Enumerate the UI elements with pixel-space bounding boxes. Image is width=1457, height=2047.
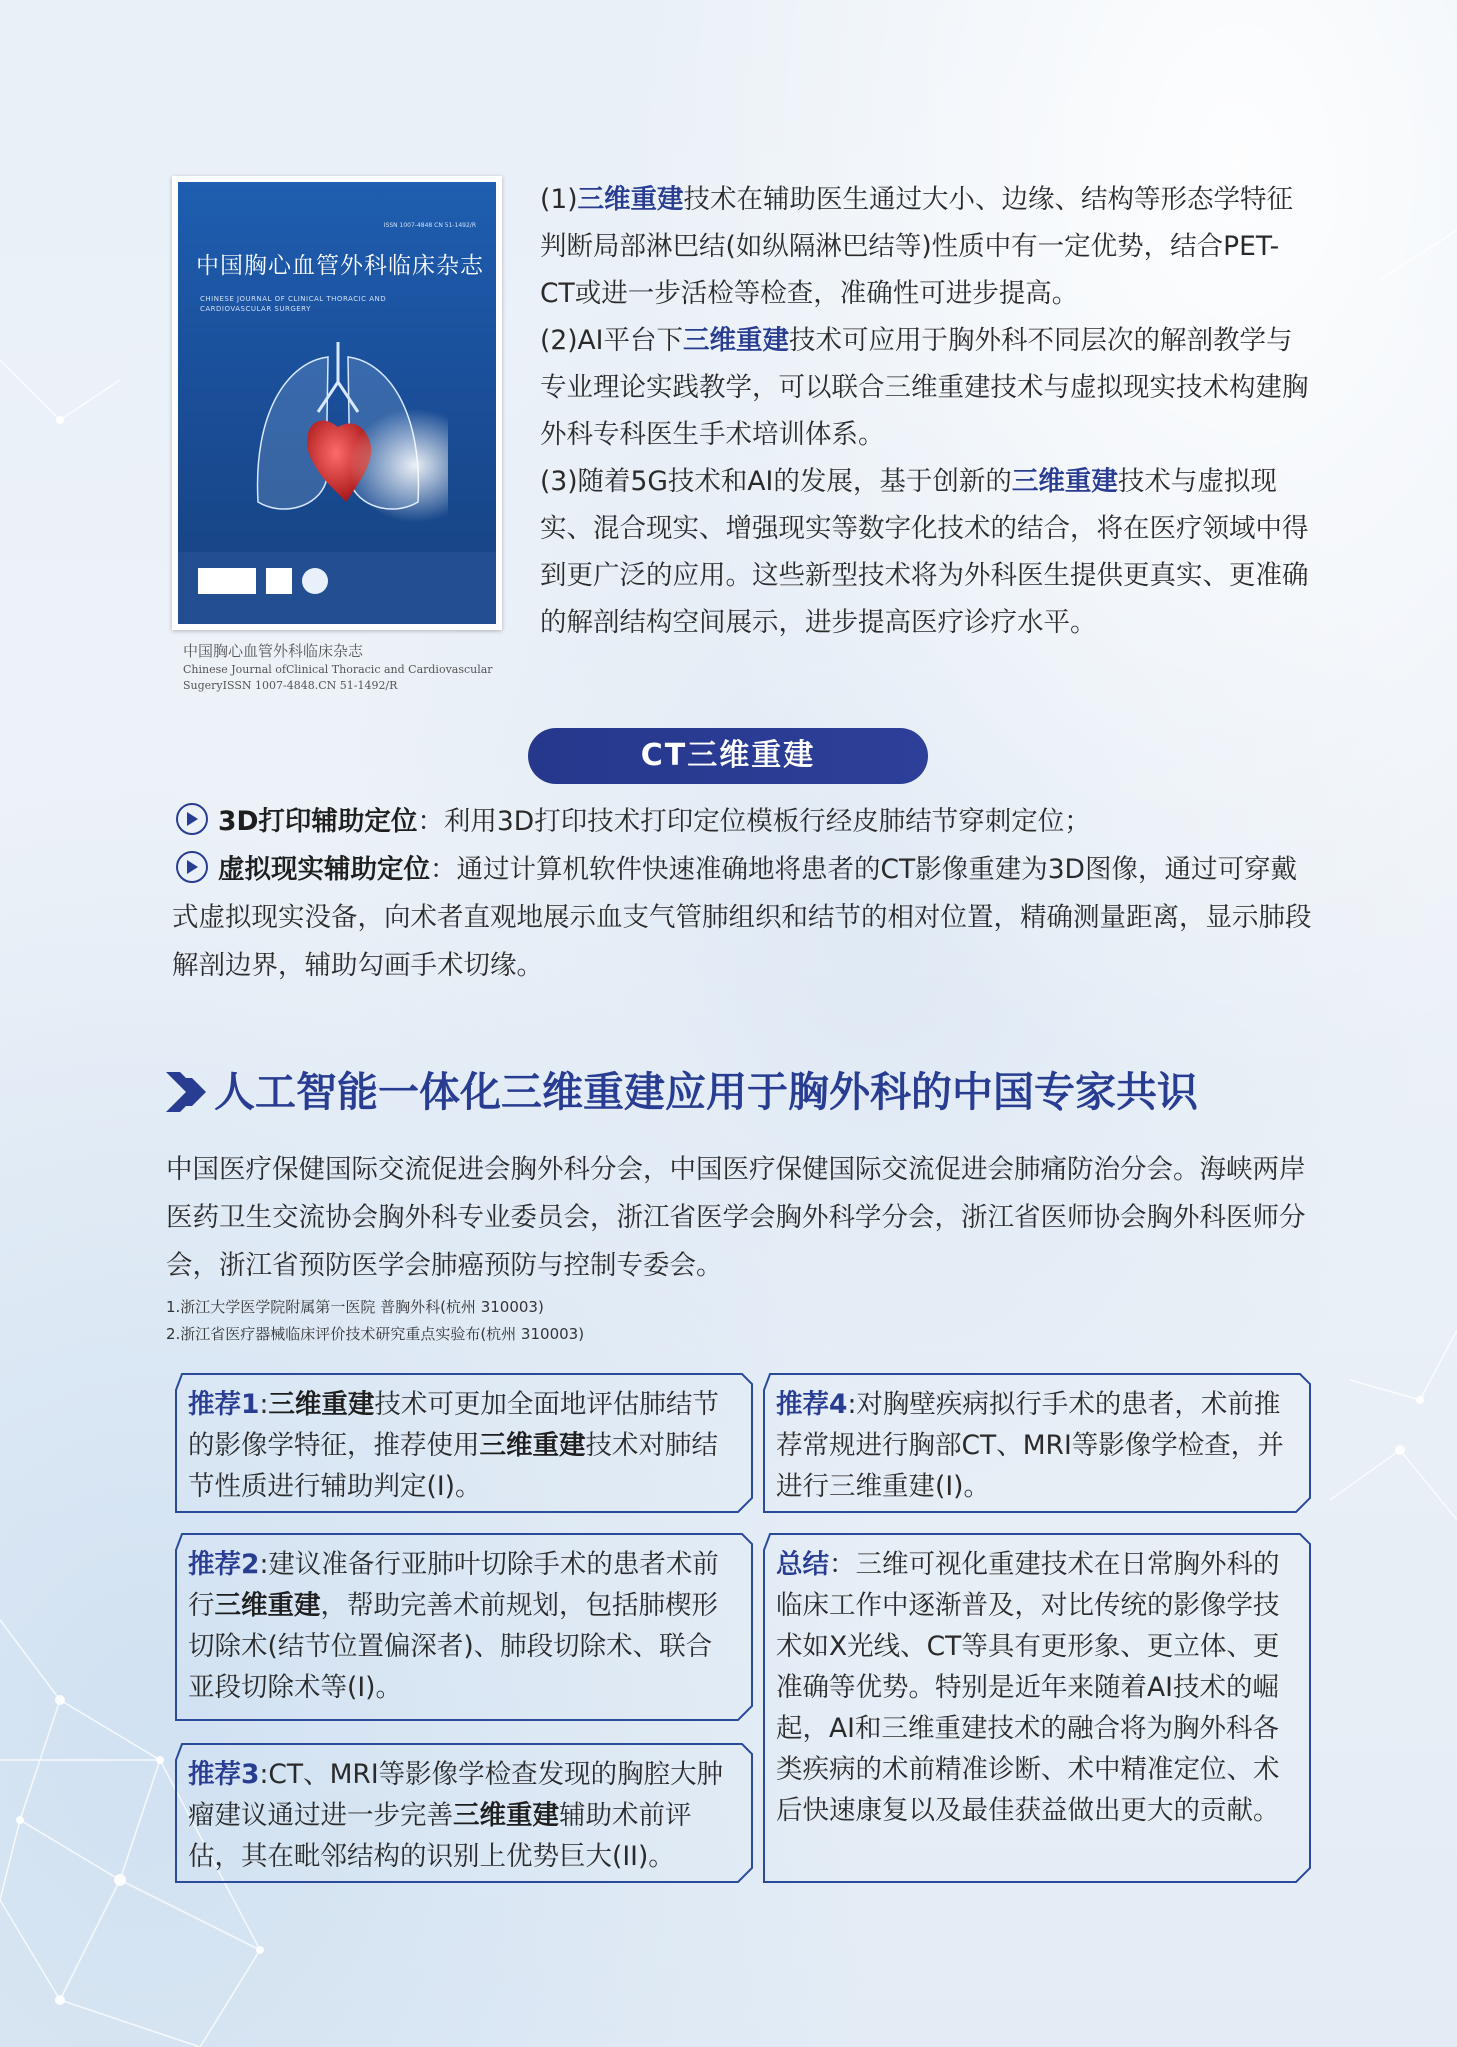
point-text: 技术与虚拟现实、混合现实、增强现实等数字化技术的结合，将在医疗领域中得到更广泛的应用。这些新型技术将为外科医生提供更真实、更准确的解剖结构空间展示，进步提高医疗诊疗水平。 [540, 466, 1309, 638]
card-body: 技术对肺结节性质进行辅助判定(I)。 [188, 1430, 718, 1502]
recommendation-card-2 [172, 1530, 752, 1720]
ct-item-text: ：通过计算机软件快速准确地将患者的CT影像重建为3D图像，通过可穿戴式虚拟现实没备，向术者直观地展示血支气管肺组织和结节的相对位置，精确测量距离，显示肺段解剖边界，辅助勾画手术切缘。 [172, 854, 1312, 981]
ct-item-text: ：利用3D打印技术打印定位模板行经皮肺结节穿刺定位； [417, 806, 1091, 837]
caption-english-1: Chinese Journal ofClinical Thoracic and Cardiovascular [183, 663, 493, 676]
point-prefix: (3)随着5G技术和AI的发展，基于创新的 [540, 466, 1012, 497]
consensus-heading [166, 1060, 1326, 1124]
card-label: 总结 [776, 1549, 829, 1580]
journal-cover [178, 182, 496, 624]
card-body: :建议准备行亚肺叶切除手术的患者术前行 [188, 1549, 719, 1621]
lungs-heart-illustration [228, 342, 448, 532]
key-points [540, 176, 1310, 646]
recommendation-card-3 [172, 1740, 752, 1882]
cover-footer [178, 552, 496, 624]
barcode [198, 568, 256, 594]
card-text [188, 1384, 736, 1507]
caption-chinese: 中国胸心血管外科临床杂志 [183, 642, 364, 660]
card-label: 推荐3 [188, 1759, 260, 1790]
bold-term: 三维重建 [453, 1800, 559, 1831]
highlight-term: 三维重建 [1011, 466, 1118, 497]
journal-caption [183, 640, 513, 694]
ct-item-3d-print [172, 798, 1312, 846]
card-text [776, 1384, 1294, 1507]
point-2 [540, 317, 1310, 458]
card-body: :对胸壁疾病拟行手术的患者，术前推荐常规进行胸部CT、MRI等影像学检查，并进行三维重建(I)。 [776, 1389, 1284, 1502]
highlight-term: 三维重建 [577, 184, 684, 215]
arrow-circle-icon [176, 803, 208, 835]
qr-code [266, 568, 292, 594]
highlight-term: 三维重建 [682, 325, 789, 356]
ct-item-label: 虚拟现实辅助定位 [218, 854, 430, 885]
heading-title: 人工智能一体化三维重建应用于胸外科的中国专家共识 [214, 1068, 1198, 1116]
recommendation-card-4 [760, 1370, 1310, 1512]
card-body: 技术可更加全面地评估肺结节的影像学特征，推荐使用 [188, 1389, 719, 1461]
cover-title: 中国胸心血管外科临床杂志 [196, 253, 484, 279]
affiliations [166, 1294, 1066, 1348]
affiliation-1: 1.浙江大学医学院附属第一医院 普胸外科(杭州 310003) [166, 1298, 544, 1316]
point-prefix: (1) [540, 184, 578, 215]
authors-paragraph: 中国医疗保健国际交流促进会胸外科分会，中国医疗保健国际交流促进会肺痛防治分会。海峡两岸医药卫生交流协会胸外科专业委员会，浙江省医学会胸外科学分会，浙江省医师协会胸外科医师分会，浙江省预防医学会肺癌预防与控制专委会。 [166, 1154, 1306, 1281]
point-prefix: (2)AI平台下 [540, 325, 683, 356]
card-text [188, 1754, 736, 1877]
ct-item-label: 3D打印辅助定位 [218, 806, 418, 837]
arrow-circle-icon [176, 851, 208, 883]
card-body: 辅助术前评估，其在毗邻结构的识别上优势巨大(II)。 [188, 1800, 692, 1872]
journal-cover-image [172, 176, 502, 630]
point-text: 技术在辅助医生通过大小、边缘、结构等形态学特征判断局部淋巴结(如纵隔淋巴结等)性质中有一定优势，结合PET-CT或进一步活检等检查，准确性可进步提高。 [540, 184, 1294, 309]
card-text [188, 1544, 736, 1708]
point-1 [540, 176, 1310, 317]
card-label: 推荐1 [188, 1389, 260, 1420]
card-body: :CT、MRI等影像学检查发现的胸腔大肿瘤建议通过进一步完善 [188, 1759, 724, 1831]
cover-english-title: CHINESE JOURNAL OF CLINICAL THORACIC AND CARDIOVASCULAR SURGERY [200, 295, 387, 313]
cover-issn: ISSN 1007-4848 CN 51-1492/R [383, 222, 476, 229]
card-body: ，帮助完善术前规划，包括肺楔形切除术(结节位置偏深者)、肺段切除术、联合亚段切除术等(I)。 [188, 1590, 718, 1703]
ct-item-vr [172, 846, 1312, 990]
ct-list [172, 798, 1312, 990]
affiliation-2: 2.浙江省医疗器械临床评价技术研究重点实验布(杭州 310003) [166, 1325, 585, 1343]
seal-logo [302, 568, 328, 594]
recommendation-card-1 [172, 1370, 752, 1512]
card-body: ：三维可视化重建技术在日常胸外科的临床工作中逐渐普及，对比传统的影像学技术如X光线、CT等具有更形象、更立体、更准确等优势。特别是近年来随着AI技术的崛起，AI和三维重建技术的融合将为胸外科各类疾病的术前精准诊断、术中精准定位、术后快速康复以及最佳获益做出更大的贡献。 [776, 1549, 1280, 1826]
card-label: 推荐2 [188, 1549, 260, 1580]
bold-term: 三维重建 [479, 1430, 586, 1461]
bold-term: 三维重建 [214, 1590, 321, 1621]
caption-english-2: SugeryISSN 1007-4848.CN 51-1492/R [183, 679, 398, 692]
point-3 [540, 458, 1310, 646]
double-chevron-icon [166, 1072, 212, 1112]
section-title-pill: CT三维重建 [528, 728, 928, 784]
card-text [776, 1544, 1294, 1831]
bold-term: 三维重建 [268, 1389, 375, 1420]
point-text: 技术可应用于胸外科不同层次的解剖教学与专业理论实践教学，可以联合三维重建技术与虚拟现实技术构建胸外科专科医生手术培训体系。 [540, 325, 1309, 450]
card-colon: : [259, 1389, 269, 1420]
card-label: 推荐4 [776, 1389, 848, 1420]
summary-card [760, 1530, 1310, 1882]
